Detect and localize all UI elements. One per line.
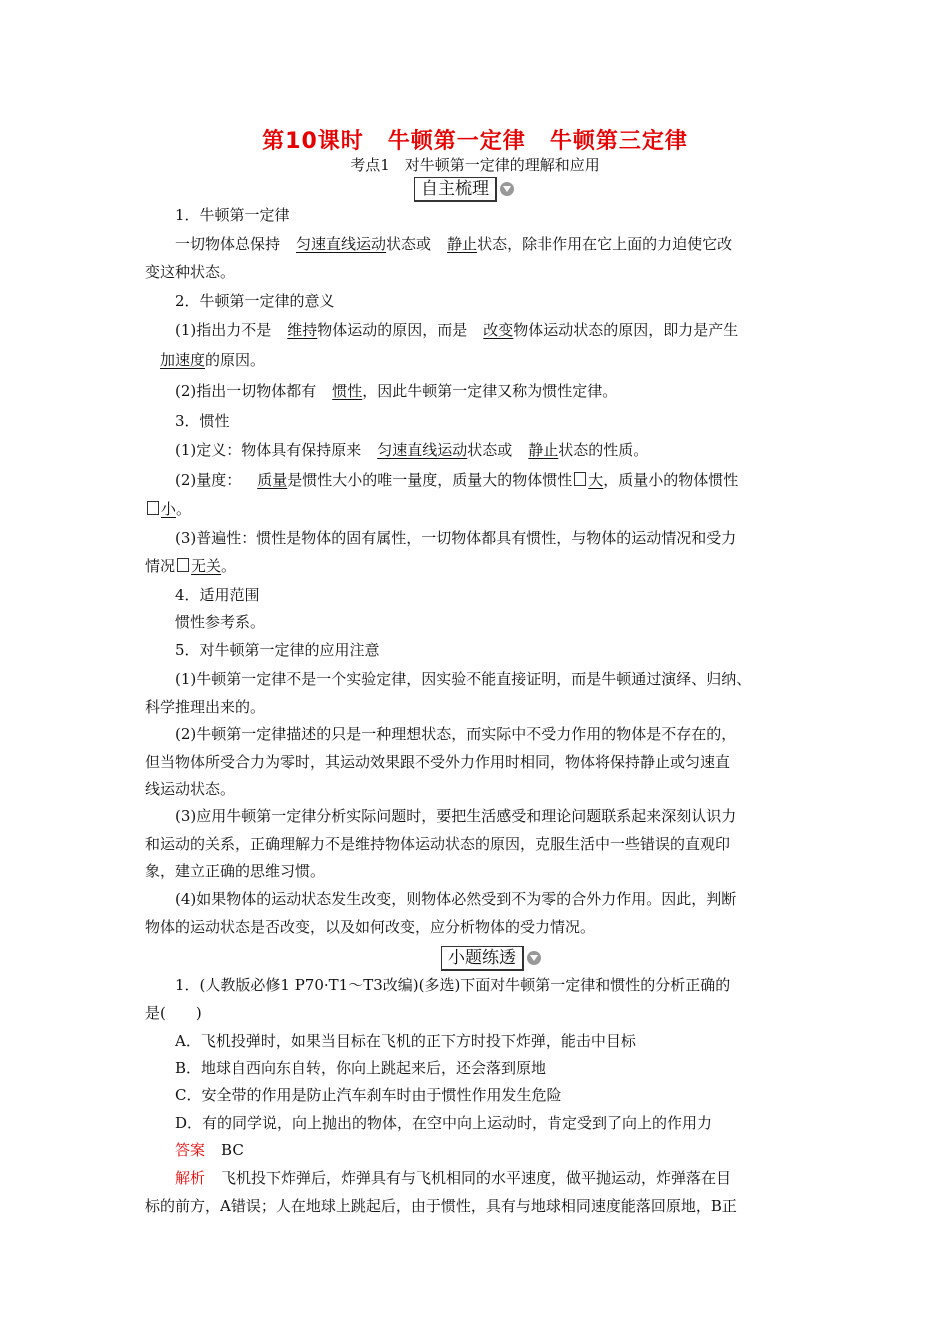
s5-item1-line1: (1)牛顿第一定律不是一个实验定律，因实验不能直接证明，而是牛顿通过演绎、归纳、 — [175, 670, 752, 688]
blank-answer: 质量 — [257, 471, 288, 489]
section-subtitle: 考点1 对牛顿第一定律的理解和应用 — [350, 156, 600, 174]
s1-line1 — [175, 234, 732, 254]
text: (1)定义：物体具有保持原来 — [175, 441, 362, 459]
s4-heading: 4．适用范围 — [175, 586, 260, 604]
blank-box-icon — [177, 558, 189, 572]
text: 状态，除非作用在它上面的力迫使它改 — [477, 235, 733, 253]
s5-item2-line3: 线运动状态。 — [145, 780, 236, 798]
blank-answer: 惯性 — [332, 382, 363, 400]
s5-item3-line2: 和运动的关系，正确理解力不是维持物体运动状态的原因，克服生活中一些错误的直观印 — [145, 835, 731, 853]
answer-label: 答案 — [175, 1141, 206, 1159]
analysis-label: 解析 — [175, 1169, 206, 1187]
text: 。 — [221, 557, 237, 575]
blank-answer: 小 — [161, 500, 177, 518]
blank-answer: 匀速直线运动 — [377, 441, 468, 459]
s3-item3-line1: (3)普遍性：惯性是物体的固有属性，一切物体都具有惯性，与物体的运动情况和受力 — [175, 529, 737, 547]
text: 一切物体总保持 — [175, 235, 281, 253]
lesson-number: 第10课时 — [262, 129, 364, 154]
blank-box-icon — [574, 472, 586, 486]
chevron-down-icon — [527, 951, 541, 965]
analysis-line2: 标的前方，A错误；人在地球上跳起后，由于惯性，具有与地球相同速度能落回原地，B正 — [145, 1197, 737, 1215]
s5-item4-line2: 物体的运动状态是否改变，以及如何改变，应分析物体的受力情况。 — [145, 918, 596, 936]
s3-item1 — [175, 440, 648, 460]
s2-item1-line2 — [160, 350, 265, 370]
lesson-topic-1: 牛顿第一定律 — [387, 129, 526, 154]
s5-item2-line1: (2)牛顿第一定律描述的只是一种理想状态，而实际中不受力作用的物体是不存在的， — [175, 725, 737, 743]
s3-item3-line2 — [145, 556, 236, 576]
s2-heading: 2．牛顿第一定律的意义 — [175, 292, 335, 310]
chevron-down-icon — [500, 182, 514, 196]
blank-answer: 改变 — [483, 321, 514, 339]
answer-line — [175, 1140, 244, 1160]
s5-item3-line1: (3)应用牛顿第一定律分析实际问题时，要把生活感受和理论问题联系起来深刻认识力 — [175, 807, 737, 825]
text: (1)指出力不是 — [175, 321, 272, 339]
text: 状态的性质。 — [558, 441, 649, 459]
option-b: B．地球自西向东自转，你向上跳起来后，还会落到原地 — [175, 1059, 547, 1077]
text: (2)指出一切物体都有 — [175, 382, 317, 400]
blank-answer: 加速度 — [160, 351, 206, 369]
question-stem-line2: 是( ) — [145, 1004, 202, 1022]
blank-answer: 维持 — [287, 321, 318, 339]
s3-heading: 3．惯性 — [175, 412, 230, 430]
s5-item1-line2: 科学推理出来的。 — [145, 698, 266, 716]
text: 。 — [176, 500, 192, 518]
text: 情况 — [145, 557, 176, 575]
s3-item2-line2 — [145, 499, 191, 519]
text: ，质量小的物体惯性 — [603, 471, 739, 489]
s5-item4-line1: (4)如果物体的运动状态发生改变，则物体必然受到不为零的合外力作用。因此，判断 — [175, 890, 737, 908]
blank-answer: 无关 — [191, 557, 222, 575]
s3-item2-line1 — [175, 470, 738, 490]
option-c: C．安全带的作用是防止汽车刹车时由于惯性作用发生危险 — [175, 1086, 562, 1104]
text: 是惯性大小的唯一量度，质量大的物体惯性 — [287, 471, 573, 489]
blank-answer: 静止 — [528, 441, 559, 459]
s2-item2 — [175, 381, 617, 401]
analysis-text: 飞机投下炸弹后，炸弹具有与飞机相同的水平速度，做平抛运动，炸弹落在目 — [221, 1169, 732, 1187]
practice-banner-label: 小题练透 — [441, 946, 524, 971]
lesson-topic-2: 牛顿第三定律 — [549, 129, 688, 154]
answer-value: BC — [221, 1141, 244, 1159]
text: 状态或 — [386, 235, 432, 253]
s5-heading: 5．对牛顿第一定律的应用注意 — [175, 641, 380, 659]
text: 物体运动状态的原因，即力是产生 — [513, 321, 739, 339]
text: 物体运动的原因，而是 — [317, 321, 468, 339]
practice-banner — [441, 946, 541, 970]
lesson-title — [0, 124, 950, 155]
blank-answer: 匀速直线运动 — [296, 235, 387, 253]
blank-box-icon — [147, 501, 159, 515]
s1-heading: 1．牛顿第一定律 — [175, 206, 290, 224]
text: (2)量度： — [175, 471, 242, 489]
review-banner — [414, 177, 514, 201]
s5-item2-line2: 但当物体所受合力为零时，其运动效果跟不受外力作用时相同，物体将保持静止或匀速直 — [145, 753, 731, 771]
option-a: A．飞机投弹时，如果当目标在飞机的正下方时投下炸弹，能击中目标 — [175, 1032, 636, 1050]
s4-text: 惯性参考系。 — [175, 613, 266, 631]
s5-item3-line3: 象，建立正确的思维习惯。 — [145, 862, 326, 880]
s1-line2: 变这种状态。 — [145, 263, 236, 281]
blank-answer: 大 — [588, 471, 604, 489]
option-d: D．有的同学说，向上抛出的物体，在空中向上运动时，肯定受到了向上的作用力 — [175, 1114, 713, 1132]
analysis-line1 — [175, 1168, 731, 1188]
review-banner-label: 自主梳理 — [414, 177, 497, 202]
text: 状态或 — [467, 441, 513, 459]
blank-answer: 静止 — [447, 235, 478, 253]
question-stem-line1: 1．(人教版必修1 P70·T1～T3改编)(多选)下面对牛顿第一定律和惯性的分析正确的 — [175, 976, 731, 994]
text: ，因此牛顿第一定律又称为惯性定律。 — [362, 382, 618, 400]
text: 的原因。 — [205, 351, 266, 369]
s2-item1-line1 — [175, 320, 738, 340]
